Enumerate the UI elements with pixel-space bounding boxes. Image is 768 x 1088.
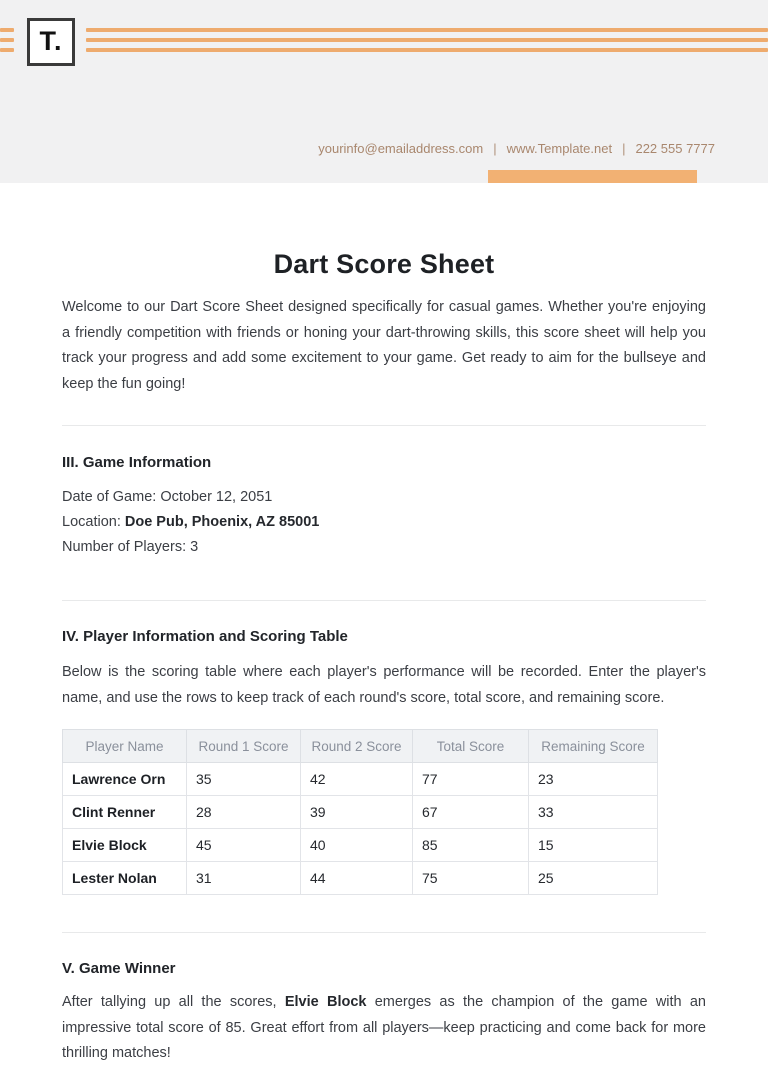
section-divider <box>62 425 706 426</box>
remaining-score-cell: 15 <box>529 829 658 862</box>
total-score-cell: 85 <box>413 829 529 862</box>
column-header-total-score: Total Score <box>413 730 529 763</box>
header-accent-line <box>86 28 768 32</box>
document-body <box>0 247 768 1067</box>
remaining-score-cell: 33 <box>529 796 658 829</box>
game-winner-heading: V. Game Winner <box>62 960 176 977</box>
contact-info <box>318 140 715 157</box>
contact-phone: 222 555 7777 <box>635 141 715 156</box>
round2-score-cell: 42 <box>301 763 413 796</box>
location-value: Doe Pub, Phoenix, AZ 85001 <box>124 514 320 530</box>
page-header <box>0 0 768 183</box>
contact-separator: | <box>622 141 626 156</box>
winner-text-before: After tallying up all the scores, <box>62 994 285 1010</box>
player-name-cell: Clint Renner <box>63 796 187 829</box>
table-row <box>63 862 658 895</box>
remaining-score-cell: 25 <box>529 862 658 895</box>
header-accent-line <box>0 28 14 32</box>
accent-bar <box>488 170 697 183</box>
number-of-players-line: Number of Players: 3 <box>62 539 199 555</box>
round2-score-cell: 44 <box>301 862 413 895</box>
player-name-cell: Lawrence Orn <box>63 763 187 796</box>
section-divider <box>62 600 706 601</box>
round1-score-cell: 35 <box>187 763 301 796</box>
brand-logo-text: T. <box>39 25 63 56</box>
table-row <box>63 829 658 862</box>
player-name-cell: Elvie Block <box>63 829 187 862</box>
header-accent-line <box>0 38 14 42</box>
game-information-heading: III. Game Information <box>62 454 212 471</box>
winner-name: Elvie Block <box>284 994 367 1010</box>
column-header-player-name: Player Name <box>63 730 187 763</box>
round2-score-cell: 39 <box>301 796 413 829</box>
contact-separator: | <box>493 141 497 156</box>
intro-paragraph: Welcome to our Dart Score Sheet designed specifically for casual games. Whether you're enjoying a friendly competition with friends or honing your dart-throwing skills, this score sheet will help you track your progress and add some excitement to your game. Get ready to aim for the bullseye and keep the fun going! <box>62 299 706 392</box>
table-header-row <box>63 730 658 763</box>
player-name-cell: Lester Nolan <box>63 862 187 895</box>
scoring-table-description: Below is the scoring table where each player's performance will be recorded. Enter the player's name, and use the rows to keep track of each round's score, total score, and remaining score. <box>62 664 706 706</box>
section-divider <box>62 932 706 933</box>
round2-score-cell: 40 <box>301 829 413 862</box>
contact-website: www.Template.net <box>506 141 613 156</box>
total-score-cell: 75 <box>413 862 529 895</box>
header-accent-line <box>86 48 768 52</box>
contact-email: yourinfo@emailaddress.com <box>318 141 484 156</box>
scoring-table <box>62 729 658 895</box>
game-information-details <box>62 485 706 560</box>
remaining-score-cell: 23 <box>529 763 658 796</box>
scoring-table-heading: IV. Player Information and Scoring Table <box>62 628 348 645</box>
header-accent-line <box>0 48 14 52</box>
game-winner-paragraph <box>62 990 706 1067</box>
total-score-cell: 67 <box>413 796 529 829</box>
table-row <box>63 796 658 829</box>
header-accent-line <box>86 38 768 42</box>
location-label: Location: <box>62 514 125 530</box>
round1-score-cell: 31 <box>187 862 301 895</box>
column-header-round2-score: Round 2 Score <box>301 730 413 763</box>
page-title: Dart Score Sheet <box>273 249 495 279</box>
location-line <box>62 510 706 535</box>
total-score-cell: 77 <box>413 763 529 796</box>
column-header-remaining-score: Remaining Score <box>529 730 658 763</box>
column-header-round1-score: Round 1 Score <box>187 730 301 763</box>
brand-logo <box>27 18 75 66</box>
date-of-game-line: Date of Game: October 12, 2051 <box>62 489 273 505</box>
round1-score-cell: 45 <box>187 829 301 862</box>
round1-score-cell: 28 <box>187 796 301 829</box>
winner-text-after: emerges as the champion of the game with an impressive total score of 85. Great effort from all players—keep practicing and come back for more thrilling matches! <box>62 994 707 1061</box>
table-row <box>63 763 658 796</box>
